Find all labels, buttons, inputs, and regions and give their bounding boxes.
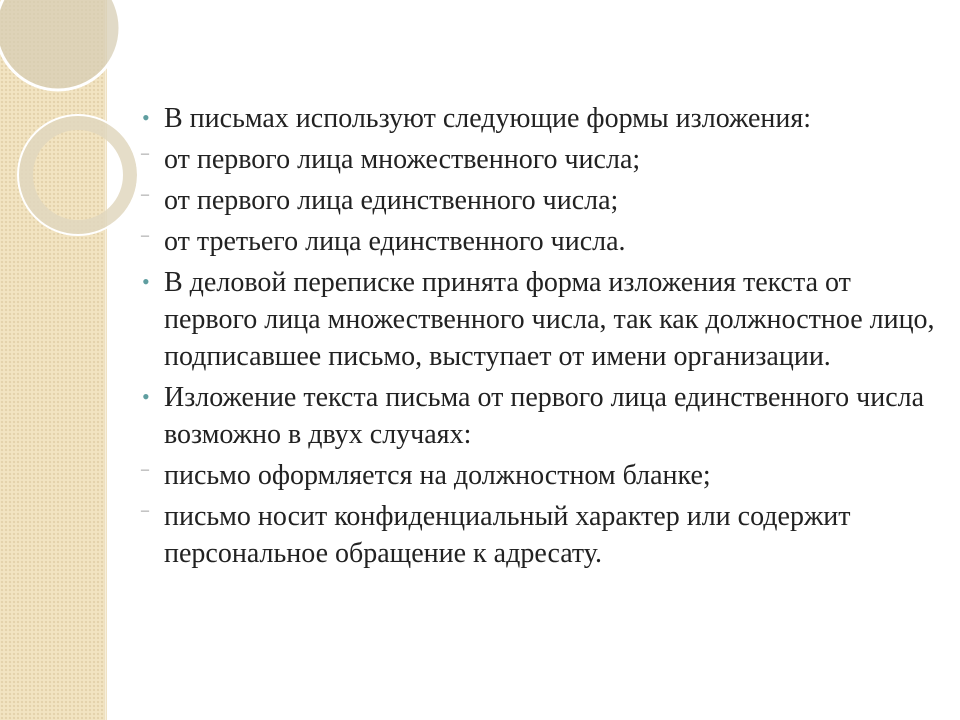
list-item — [140, 100, 940, 137]
list-item — [140, 498, 940, 572]
list-item-text: от третьего лица единственного числа. — [164, 226, 626, 257]
list-item-text: В письмах используют следующие формы изложения: — [164, 103, 812, 134]
list-item-text: В деловой переписке принята форма изложения текста от первого лица множественного числа, так как должностное лицо, подписавшее письмо, выступает от имени организации. — [164, 267, 935, 372]
dash-icon: – — [141, 502, 149, 519]
list-item-text: письмо носит конфиденциальный характер или содержит персональное обращение к адресату. — [164, 501, 851, 569]
list-item-text: от первого лица единственного числа; — [164, 185, 619, 216]
bullet-icon: • — [142, 105, 150, 130]
list-item-text: Изложение текста письма от первого лица единственного числа возможно в двух случаях: — [164, 382, 925, 450]
middle-ring-outline — [18, 115, 138, 235]
bullet-icon: • — [142, 384, 150, 409]
list-item — [140, 141, 940, 178]
list-item — [140, 223, 940, 260]
slide-content — [140, 100, 940, 576]
list-item-text: от первого лица множественного числа; — [164, 144, 641, 175]
top-ring — [0, 0, 120, 90]
list-item — [140, 457, 940, 494]
list-item — [140, 182, 940, 219]
dash-icon: – — [141, 145, 149, 162]
dash-icon: – — [141, 461, 149, 478]
list-item — [140, 379, 940, 453]
middle-ring — [26, 123, 130, 227]
decorative-rings — [0, 0, 140, 260]
bullet-icon: • — [142, 269, 150, 294]
list-item-text: письмо оформляется на должностном бланке; — [164, 460, 711, 491]
dash-icon: – — [141, 186, 149, 203]
list-item — [140, 264, 940, 375]
dash-icon: – — [141, 227, 149, 244]
